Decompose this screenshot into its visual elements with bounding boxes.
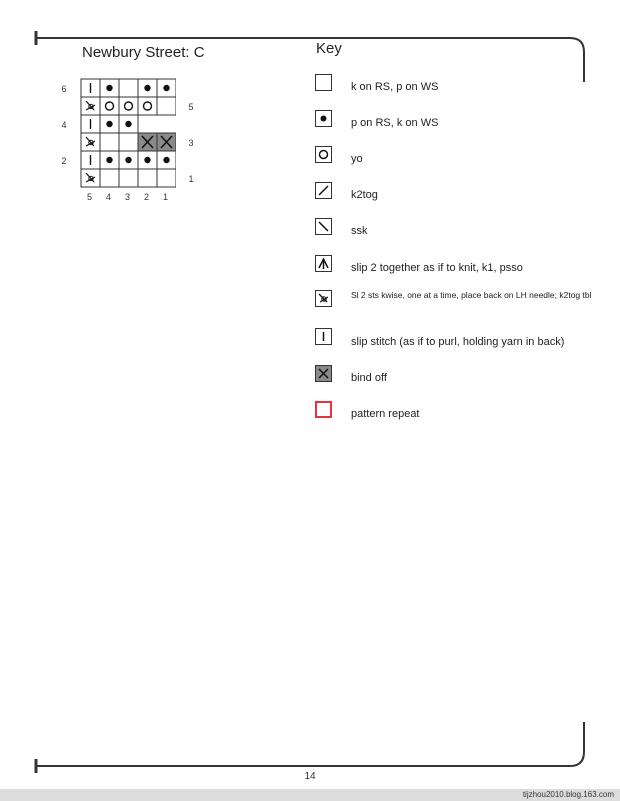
row-number: 2	[61, 156, 67, 166]
key-symbol-slip-icon	[315, 328, 332, 345]
chart-cell-slip	[81, 115, 100, 133]
key-label-bind-off: bind off	[351, 372, 387, 384]
column-number: 2	[143, 192, 149, 202]
chart-cell-purl	[157, 151, 176, 169]
chart-cell-purl	[138, 79, 157, 97]
chart-cell-slip	[81, 79, 100, 97]
key-label-k2tog: k2tog	[351, 189, 378, 201]
chart-cell-empty	[138, 169, 157, 187]
chart-title: Newbury Street: C	[82, 44, 205, 61]
key-title: Key	[316, 40, 342, 57]
key-label-sl2: Sl 2 sts kwise, one at a time, place back on LH needle; k2tog tbl	[351, 290, 592, 300]
chart-cell-empty	[100, 133, 119, 151]
key-label-purl: p on RS, k on WS	[351, 117, 439, 129]
chart-cell-yo	[119, 97, 138, 115]
chart-cell-sl2	[81, 133, 100, 151]
key-symbol-k2tog-icon	[315, 182, 332, 199]
key-symbol-knit-icon	[315, 74, 332, 91]
chart-cell-empty	[157, 169, 176, 187]
column-number: 5	[86, 192, 92, 202]
row-number: 4	[61, 120, 67, 130]
chart-cell-purl	[100, 79, 119, 97]
key-label-yo: yo	[351, 153, 363, 165]
chart-cell-empty	[119, 169, 138, 187]
key-label-ssk: ssk	[351, 225, 368, 237]
chart-cell-purl	[119, 151, 138, 169]
key-label-pattern-repeat: pattern repeat	[351, 408, 420, 420]
chart-cell-empty	[157, 97, 176, 115]
footer-watermark: tijzhou2010.blog.163.com	[522, 790, 614, 799]
key-symbol-sl2-icon	[315, 290, 332, 307]
chart-cell-empty	[100, 169, 119, 187]
row-number: 6	[61, 84, 67, 94]
key-label-s2kpo: slip 2 together as if to knit, k1, psso	[351, 262, 523, 274]
chart-cell-slip	[81, 151, 100, 169]
chart-cell-bindoff	[138, 133, 157, 151]
key-label-knit: k on RS, p on WS	[351, 81, 439, 93]
chart-cell-purl	[100, 151, 119, 169]
stitch-chart	[80, 78, 176, 188]
key-label-slip: slip stitch (as if to purl, holding yarn in back)	[351, 336, 565, 348]
chart-cell-bindoff	[157, 133, 176, 151]
row-number: 5	[188, 102, 194, 112]
chart-cell-yo	[100, 97, 119, 115]
chart-cell-purl	[138, 151, 157, 169]
chart-cell-empty	[119, 79, 138, 97]
row-number: 1	[188, 174, 194, 184]
chart-cell-purl	[100, 115, 119, 133]
key-symbol-ssk-icon	[315, 218, 332, 235]
chart-cell-yo	[138, 97, 157, 115]
chart-cell-sl2	[81, 97, 100, 115]
key-symbol-bind-off-icon	[315, 365, 332, 382]
key-symbol-purl-icon	[315, 110, 332, 127]
column-number: 4	[105, 192, 111, 202]
key-symbol-yo-icon	[315, 146, 332, 163]
column-number: 3	[124, 192, 130, 202]
row-number: 3	[188, 138, 194, 148]
chart-cell-purl	[157, 79, 176, 97]
page-number: 14	[304, 771, 316, 782]
bottom-frame-line	[36, 722, 584, 773]
column-number: 1	[162, 192, 168, 202]
chart-cell-purl	[119, 115, 138, 133]
key-symbol-s2kpo-icon	[315, 255, 332, 272]
key-symbol-pattern-repeat-icon	[315, 401, 332, 418]
chart-cell-empty	[119, 133, 138, 151]
chart-cell-sl2	[81, 169, 100, 187]
